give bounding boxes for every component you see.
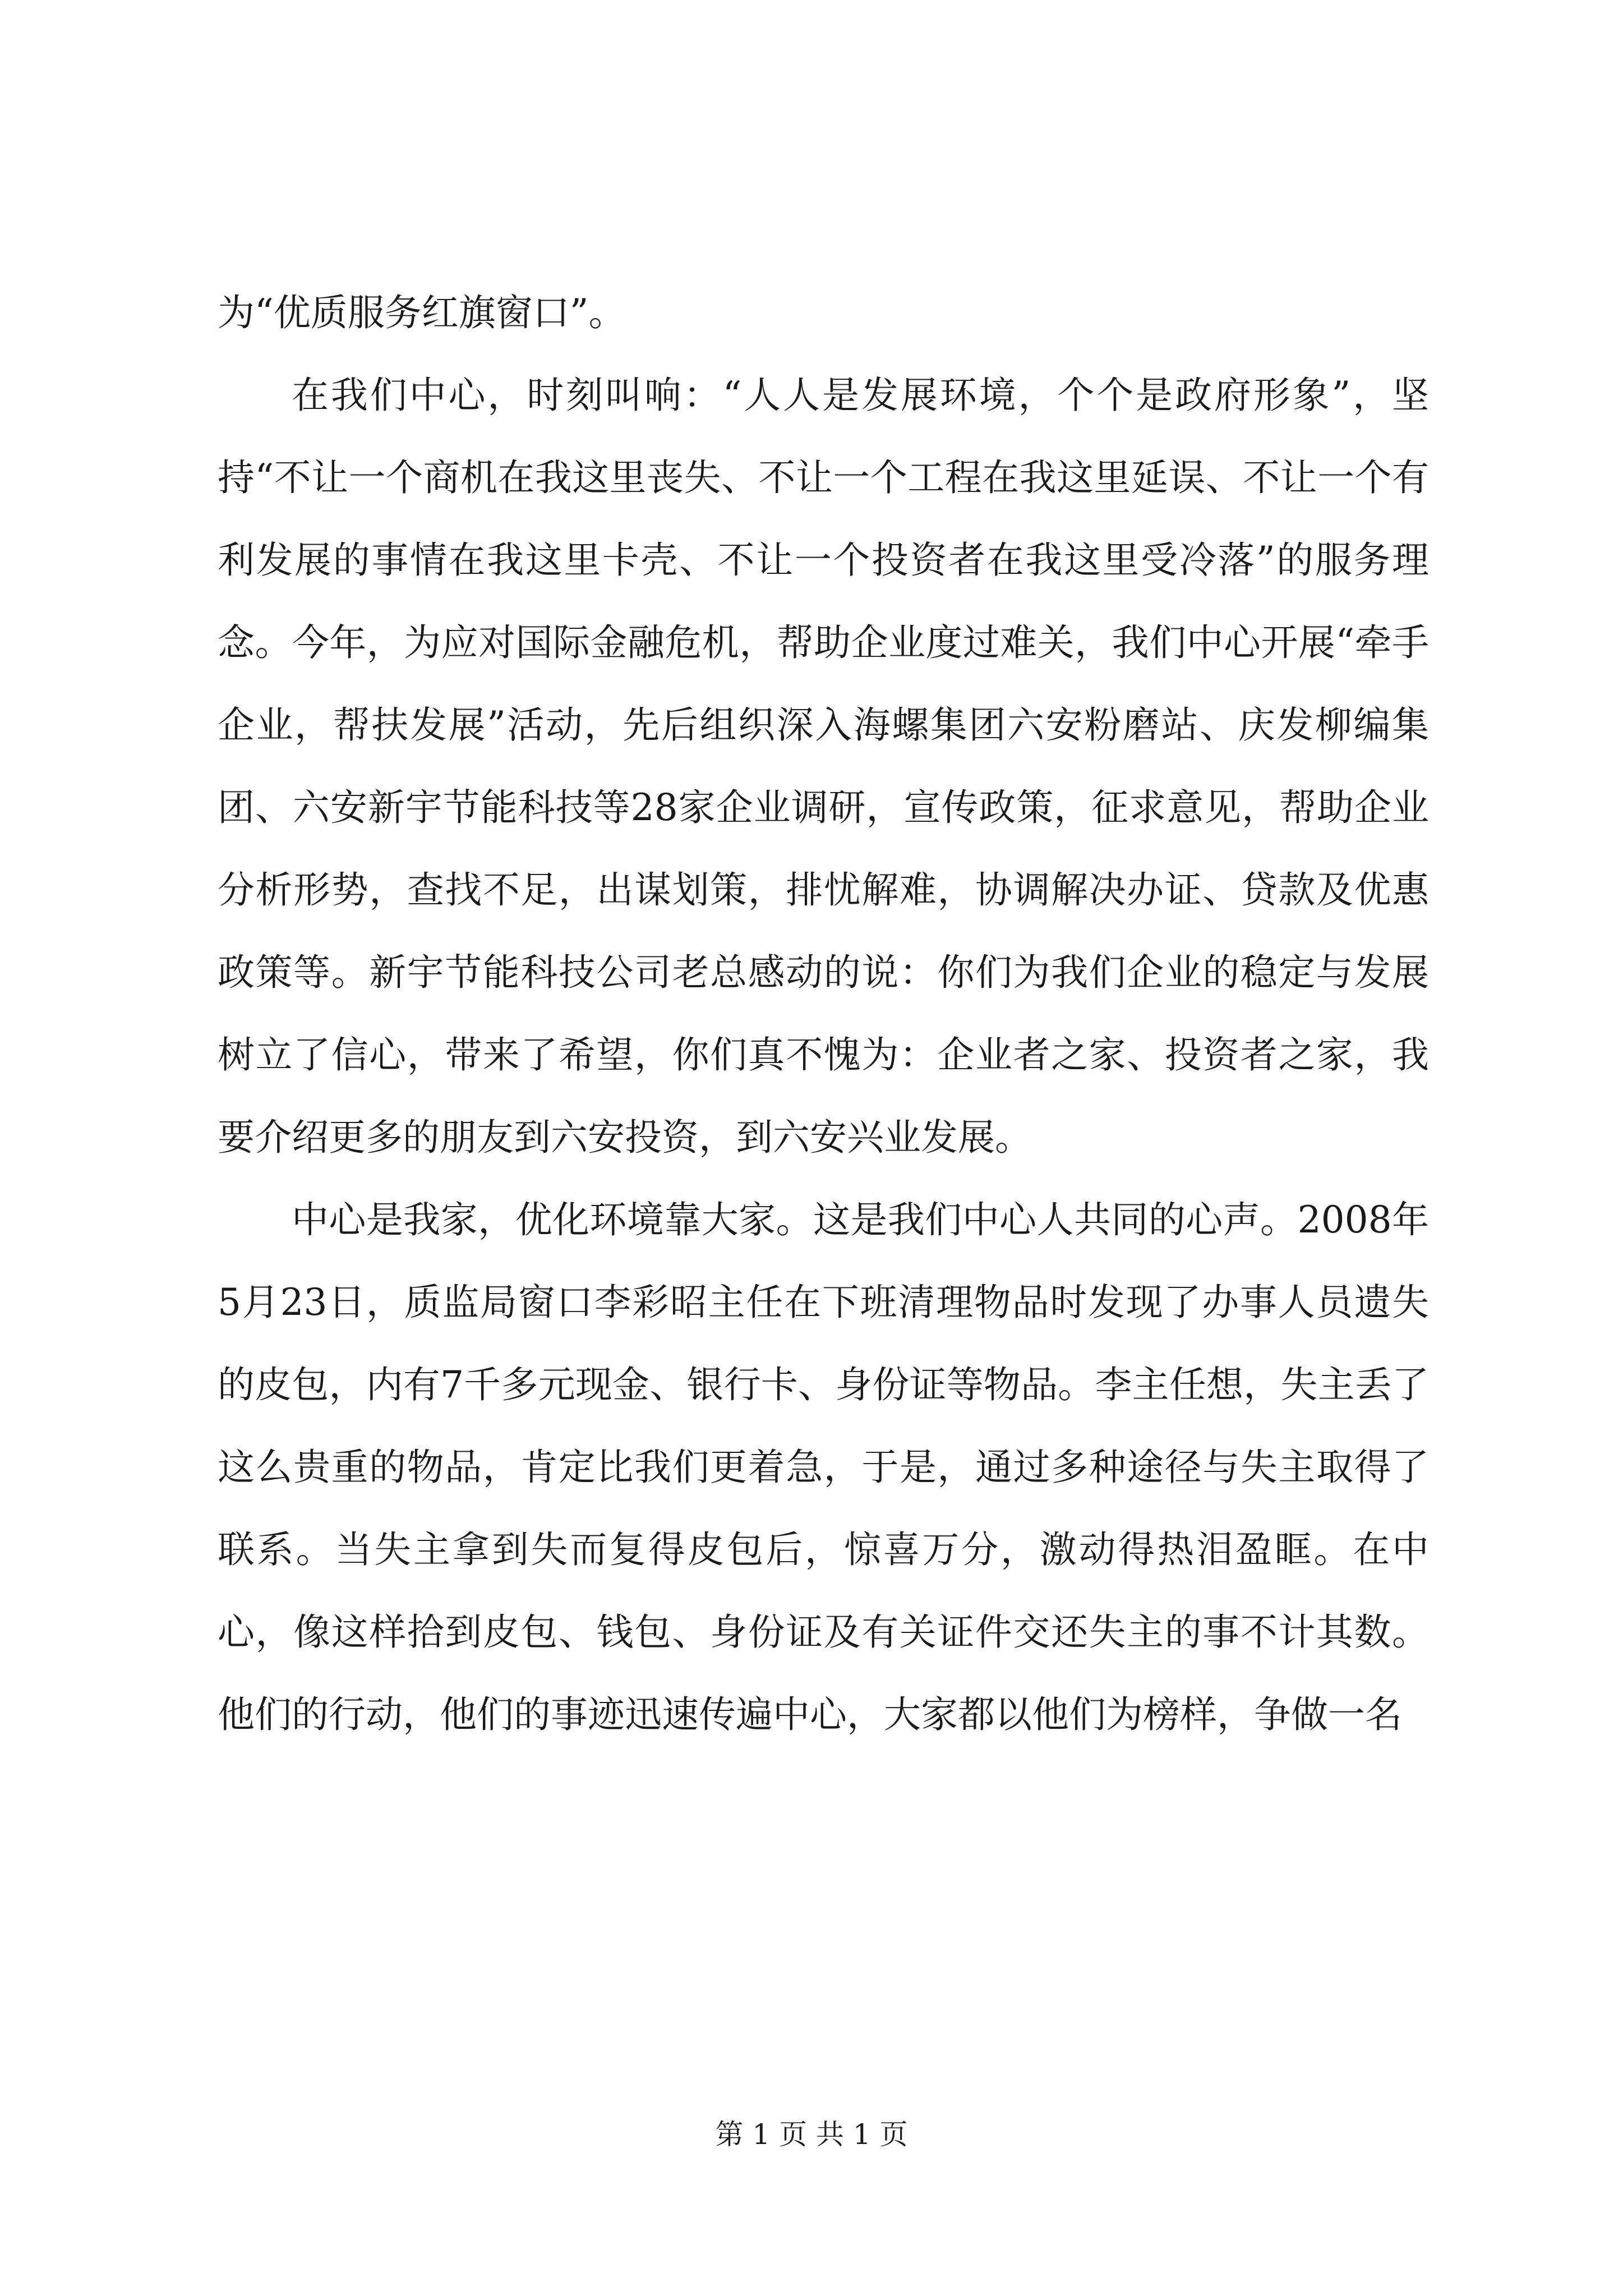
page-footer: 第 1 页 共 1 页 [715, 2118, 908, 2151]
document-body [218, 272, 1429, 1756]
paragraph-center-home: 中心是我家，优化环境靠大家。这是我们中心人共同的心声。2008年5月23日，质监局窗口李彩昭主任在下班清理物品时发现了办事人员遗失的皮包，内有7千多元现金、银行卡、身份证等物品。李主任想，失主丢了这么贵重的物品，肯定比我们更着急，于是，通过多种途径与失主取得了联系。当失主拿到失而复得皮包后，惊喜万分，激动得热泪盈眶。在中心，像这样拾到皮包、钱包、身份证及有关证件交还失主的事不计其数。他们的行动，他们的事迹迅速传遍中心，大家都以他们为榜样，争做一名 [218, 1198, 1429, 1736]
paragraph-service-philosophy: 在我们中心，时刻叫响：“人人是发展环境，个个是政府形象”，坚持“不让一个商机在我这里丧失、不让一个工程在我这里延误、不让一个有利发展的事情在我这里卡壳、不让一个投资者在我这里受冷落”的服务理念。今年，为应对国际金融危机，帮助企业度过难关，我们中心开展“牵手企业，帮扶发展”活动，先后组织深入海螺集团六安粉磨站、庆发柳编集团、六安新宇节能科技等28家企业调研，宣传政策，征求意见，帮助企业分析形势，查找不足，出谋划策，排忧解难，协调解决办证、贷款及优惠政策等。新宇节能科技公司老总感动的说：你们为我们企业的稳定与发展树立了信心，带来了希望，你们真不愧为：企业者之家、投资者之家，我要介绍更多的朋友到六安投资，到六安兴业发展。 [218, 374, 1429, 1159]
paragraph-continuation: 为“优质服务红旗窗口”。 [218, 291, 626, 334]
